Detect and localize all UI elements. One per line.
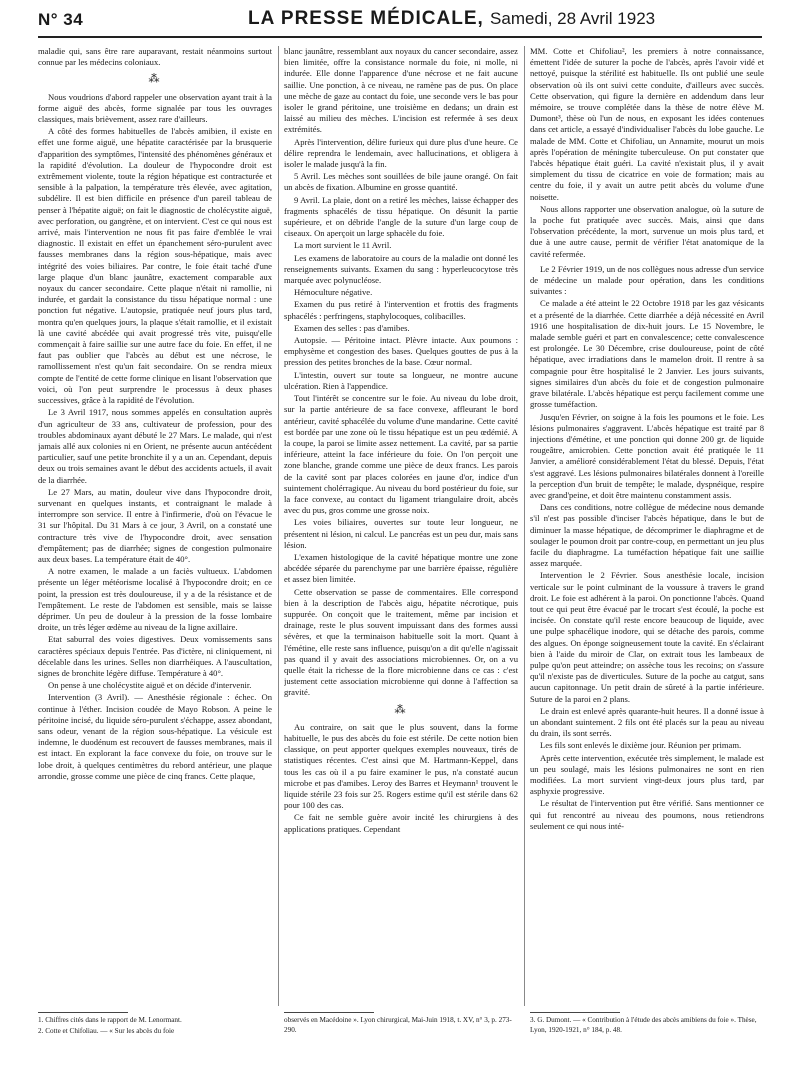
paragraph: Après cette intervention, exécutée très simplement, le malade est un peu soulagé, mais les lésions pulmonaires ne sont en rien modifiées. La mort survient vingt-deux jours plus tard, par asphyxie progressive. xyxy=(530,752,764,797)
paragraph: Les fils sont enlevés le dixième jour. Réunion per primam. xyxy=(540,740,742,751)
paragraph: Etat saburral des voies digestives. Deux vomissements sans caractères spéciaux depuis l'entrée. Pas d'ictère, ni cliniquement, ni décelable dans les urines. Selles non diarrhéiques. A l'auscultation, signes de bronchite légère diffuse. Température à 40°. xyxy=(38,634,272,678)
paragraph: Jusqu'en Février, on soigne à la fois les poumons et le foie. Les lésions pulmonaires s'aggravent. L'abcès hépatique est traité par 8 injections d'émétine, et une ponction qui donne 200 gr. de liquide rougeâtre, amicrobien. Cette ponction avait été pratiquée le 11 Janvier, a amélioré considérablement l'état du blessé. Depuis, l'état s'est aggravé. Les lésions pulmonaires bilatérales donnent à l'oreille la perception d'un bruit de tempête; le malade, dyspnéique, respire avec grand'peine, et doit être maintenu constamment assis. xyxy=(530,411,764,500)
paragraph: Dans ces conditions, notre collègue de médecine nous demande s'il n'est pas possible d'inciser l'abcès hépatique, dans le but de diminuer la masse hépatique, de décomprimer le diaphragme et de soulager le poumon droit par contre-coup, en permettant un jeu plus facile du diaphragme. La tuméfaction hépatique fait une saillie assez marquée. xyxy=(530,502,764,569)
paragraph: A côté des formes habituelles de l'abcès amibien, il existe en effet une forme aiguë, une hépatite caractérisée par la brusquerie d'apparition des symptômes, l'intensité des phénomènes généraux et la rapidité d'évolution. La douleur de l'hypocondre droit est extrêmement violente, toute la région hépatique est contracturée et sensible à la palpation, la température très élevée, avec agitation, subdélire. Il est bien difficile en présence d'un pareil tableau de penser à l'hépatite aiguë; on fait le diagnostic de cholécystite aiguë, avec perforation, ou gangrène, et on intervient. C'est ce qui nous est arrivé, mais l'intervention ne nous fit pas faire d'emblée le vrai diagnostic. Il existait en effet un épanchement séro-purulent avec fausses membranes dans la région sous-hépatique, mais avec intégrité des voies biliaires. Par contre, le foie était taché d'une large plaque d'un blanc jaunâtre, exactement comparable aux noyaux du cancer secondaire. Cette plaque n'était ni ramollie, ni indurée, et gardait la consistance du tissu hépatique normal : une ponction fut négative. L'autopsie, pratiquée neuf jours plus tard, montra qu'en quelques jours, la plaque s'était ramollie, et il existait là une cavité abcédée qui avait progressé très vite, puisqu'elle commençait à faire saillie sur une autre face du foie. En effet, il ne faut pas oublier que l'abcès au début est une nécrose, le ramollissement n'est qu'un fait secondaire. On se rendra mieux compte de l'entité de cette forme clinique en lisant l'observation que voici, où l'on peut surprendre le processus à deux phases successives, grâce à la rapidité de l'évolution. xyxy=(38,126,272,406)
paragraph: MM. Cotte et Chifoliau², les premiers à notre connaissance, émettent l'idée de suturer la poche de l'abcès, après l'avoir vidé et nettoyé, puisque la stérilité est habituelle. Ils ont publié une seule observation où ils ont suivi cette conduite, d'ailleurs avec succès. Cette observation, qui figure la dernière en addendum dans leur mémoire, se trouve complétée dans la thèse de notre élève M. Dumont³, thèse où l'un de nous, en exposant les idées contenues dans cet article, a essayé d'individualiser l'abcès du lobe gauche. Le malade de MM. Cotte et Chifoliau, un Annamite, mourut un mois après l'opération de méningite tuberculeuse. On put constater que l'abcès hépatique était guéri. La cavité n'existait plus, il y avait simplement du tissu de cicatrice en voie de formation; mais au centre du foie, il y avait un autre petit abcès du volume d'une noisette. xyxy=(530,46,764,202)
paragraph: Cette observation se passe de commentaires. Elle correspond bien à la description de l'abcès aigu, hépatite nécrotique, puis suppurée. On conçoit que le traitement, même par incision et drainage, reste le plus souvent impuissant dans des formes aussi sévères, et que la terminaison habituelle soit la mort. Quant à l'émétine, elle reste sans influence, puisqu'on a dit qu'elle n'agissait pas quand il y avait des associations microbiennes. Or, on a vu quelle était la richesse de la flore microbienne dans ce cas : c'est justement cette association microbienne qui donne à l'affection sa gravité. xyxy=(284,586,518,698)
footnote-rule xyxy=(530,1012,620,1013)
paragraph: On pense à une cholécystite aiguë et on décide d'intervenir. xyxy=(48,680,252,691)
paragraph: Intervention (3 Avril). — Anesthésie régionale : échec. On continue à l'éther. Incision coudée de Mayo Robson. A peine le péritoine incisé, du liquide séro-purulent s'échappe, assez abondant, sans odeur, venant de la région sous-hépatique. La vésicule est indemne, le duodénum est recouvert de fausses membranes, mais il est intact. En explorant la face convexe du foie, on trouve sur le lobe droit, à quelques centimètres du rebord antérieur, une plaque arrondie, grosse comme une pièce de cinq francs. Cette plaque, xyxy=(38,692,272,781)
paragraph: Les examens de laboratoire au cours de la maladie ont donné les renseignements suivants. Examen du sang : hyperleucocytose très marquée avec polynucléose. xyxy=(284,252,518,286)
paragraph: Examen des selles : pas d'amibes. xyxy=(294,322,410,333)
issue-number: N° 34 xyxy=(38,10,84,29)
footnote: 2. Cotte et Chifoliau. — « Sur les abcès du foie xyxy=(38,1026,175,1035)
paragraph: L'examen histologique de la cavité hépatique montre une zone abcédée séparée du parenchyme par une barrière épaisse, régulière et assez bien limitée. xyxy=(284,551,518,585)
paragraph: Autopsie. — Péritoine intact. Plèvre intacte. Aux poumons : emphysème et congestion des bases. Quelques gouttes de pus à la pression des petites bronches de la base. Cœur normal. xyxy=(284,335,518,368)
column-divider xyxy=(524,46,525,1006)
paragraph: Tout l'intérêt se concentre sur le foie. Au niveau du lobe droit, sur la partie antérieure de sa face convexe, affleurant le bord antérieur, cavité sphacélée du volume d'une mandarine. Cette cavité est bordée par une zone où le tissu hépatique est un peu œdémié. A la coupe, la paroi se limite assez nettement. La cavité, par sa partie inférieure, atteint la face inférieure du foie. On l'on perçoit une zone blanche, grande comme une pièce de deux francs. Les parois de la cavité sont par places colorées en jaune d'or, indice d'un suintement cholérragique. Au niveau du bord postérieur du foie, sur la face convexe, au contact du ligament triangulaire droit, abcès avec du pus, gros comme une grosse noix. xyxy=(284,393,518,516)
title-text: LA PRESSE MÉDICALE, xyxy=(248,8,484,29)
paragraph: Hémoculture négative. xyxy=(294,287,373,298)
paragraph: Les voies biliaires, ouvertes sur toute leur longueur, ne présentent ni lésion, ni calcul. Le pancréas est un peu dur, mais sans lésion. xyxy=(284,517,518,550)
paragraph: Après l'intervention, délire furieux qui dure plus d'une heure. Ce délire reprendra le lendemain, avec hallucinations, et obligera à isoler le malade jusqu'à la fin. xyxy=(284,136,518,170)
publication-title xyxy=(248,8,655,30)
paragraph: Nous voudrions d'abord rappeler une observation ayant trait à la forme aiguë des abcès, forme signalée par tous les ouvrages classiques, mais brièvement, assez rare d'ailleurs. xyxy=(38,91,272,125)
paragraph: A notre examen, le malade a un faciès vultueux. L'abdomen présente un léger météorisme localisé à l'hypocondre droit; en ce point, la pression est très douloureuse, il y a de la résistance et de l'empâtement. Le reste de l'abdomen est sensible, mais se laisse déprimer. Un peu de douleur à la pression de la fosse lombaire droite, un très léger œdème au niveau de la ligne axillaire. xyxy=(38,566,272,633)
footnote: 3. G. Dumont. — « Contribution à l'étude des abcès amibiens du foie ». Thèse, Lyon, 1920-1921, n° 184, p. 48. xyxy=(530,1016,757,1034)
paragraph: Le 2 Février 1919, un de nos collègues nous adresse d'un service de médecine un malade pour opération, dans les conditions suivantes : xyxy=(530,263,764,297)
paragraph: Ce malade a été atteint le 22 Octobre 1918 par les gaz vésicants et a présenté de la diarrhée. Cette diarrhée a déjà nécessité en Avril 1916 une hospitalisation de dix-huit jours. Le 15 Novembre, le malade semble guéri et part en convalescence; cette convalescence est prolongée. Le 30 Décembre, crise douloureuse, point de côté hépatique, avec irradiations dans le mamelon droit. Il rentre à sa compagnie pour être hospitalisé le 2 Janvier. Les jours suivants, signes similaires d'un abcès du foie et de congestion pulmonaire grave bilatérale. L'abcès hépatique est perçu facilement comme une grosse tuméfaction. xyxy=(530,298,764,410)
footnote-rule xyxy=(284,1012,374,1013)
footnotes-column-1 xyxy=(38,1016,272,1037)
column-divider xyxy=(278,46,279,1006)
footnote-rule xyxy=(38,1012,128,1013)
paragraph: La mort survient le 11 Avril. xyxy=(294,240,392,251)
paragraph: 5 Avril. Les mèches sont souillées de bile jaune orangé. On fait un abcès de fixation. Albumine en grosse quantité. xyxy=(284,171,518,193)
text-column-2 xyxy=(284,46,518,1006)
issue-date: Samedi, 28 Avril 1923 xyxy=(490,9,656,28)
paragraph: Le 27 Mars, au matin, douleur vive dans l'hypocondre droit, survenant en quelques instants, et contraignant le malade à interrompre son service. Il entre à l'infirmerie, d'où on l'évacue le 31 sur l'hôpital. Du 31 Mars à ce jour, 3 Avril, on a constaté une contracture très vive de l'hypocondre droit, avec sensation d'empâtement; pas de diarrhée; signes de congestion pulmonaire aux deux bases. La température était de 40°. xyxy=(38,486,272,564)
footnote: observés en Macédoine ». Lyon chirurgical, Mai-Juin 1918, t. XV, n° 3, p. 273-290. xyxy=(284,1016,512,1034)
paragraph: Le drain est enlevé après quarante-huit heures. Il a donné issue à un abondant suintement. 2 fils ont été placés sur la peau au niveau du drain, ils sont serrés. xyxy=(530,705,764,739)
text-column-3 xyxy=(530,46,764,1006)
asterism-separator: ⁂ xyxy=(394,703,408,716)
page-header xyxy=(38,8,762,36)
paragraph: blanc jaunâtre, ressemblant aux noyaux du cancer secondaire, assez bien limitée, offre la consistance normale du foie, ni molle, ni indurée. Elle donne l'apparence d'une nécrose et ne fait aucune saillie. Une ponction, à ce niveau, ne ramène pas de pus. On place une mèche de gaze au contact du foie, une seconde vers le bas pour isoler le grand péritoine, une troisième en dedans; un drain est laissé au milieu des mèches. L'incision est refermée à ses deux extrémités. xyxy=(284,46,518,135)
asterism-separator: ⁂ xyxy=(148,73,162,86)
paragraph: maladie qui, sans être rare auparavant, restait néanmoins surtout connue par les médecins coloniaux. xyxy=(38,46,272,68)
text-column-1 xyxy=(38,46,272,1006)
header-rule xyxy=(38,36,762,38)
paragraph: Le 3 Avril 1917, nous sommes appelés en consultation auprès d'un agriculteur de 33 ans, cultivateur de profession, pour des troubles abdominaux ayant débuté le 27 Mars. Le malade, qui n'est jamais allé aux colonies ni en Orient, ne présente aucun antécédent particulier, sauf une petite bronchite il y a un an. Cependant, depuis deux ou trois semaines avant le début des accidents actuels, il avait de la diarrhée. xyxy=(38,407,272,485)
paragraph: Le résultat de l'intervention put être vérifié. Sans mentionner ce qui fut rencontré au niveau des poumons, nous retiendrons seulement ce qui nous inté- xyxy=(530,798,764,831)
paragraph: L'intestin, ouvert sur toute sa longueur, ne montre aucune ulcération. Rien à l'appendice. xyxy=(284,369,518,391)
paragraph: 9 Avril. La plaie, dont on a retiré les mèches, laisse échapper des fragments sphacélés de tissu hépatique. On désunit la partie supérieure, et on débride l'angle de la suture d'un large coup de ciseaux. On aperçoit un large sphacèle du foie. xyxy=(284,194,518,239)
paragraph: Examen du pus retiré à l'intervention et frottis des fragments sphacélés : perfringens, staphylocoques, colibacilles. xyxy=(284,299,518,321)
paragraph: Au contraire, on sait que le plus souvent, dans la forme habituelle, le pus des abcès du foie est stérile. De cette notion bien classique, on peut apporter quelques exemples nouveaux, tirés de statistiques récentes. C'est ainsi que M. Hartmann-Keppel, dans tous les cas où il a pu faire examiner le pus, n'a constaté aucun microbe et pas d'amibes. Leroy des Barres et Heymann¹ trouvent le liquide stérile 23 fois sur 25. Rogers estime qu'il est stérile dans 62 pour 100 des cas. xyxy=(284,721,518,811)
paragraph: Intervention le 2 Février. Sous anesthésie locale, incision verticale sur le point culminant de la voussure à travers le grand droit. Le foie est adhérent à la paroi. On ponctionne l'abcès. Quand tout ce qui peut être évacué par le trocart s'est écoulé, la poche est incisée. On constate qu'il reste encore beaucoup de liquide, avec une pulpe sphacélique inodore, qui se détache des parois, comme des algues. On éponge soigneusement toute la cavité. En s'éclairant bien à l'aide du miroir de Clar, on extrait tous les lambeaux de pulpe qu'on peut atteindre; on assèche tous les recoins; on s'assure qu'il n'existe pas de diverticules. Suture de la poche au catgut, sans aucun capitonnage. Un petit drain de sûreté à la partie inférieure. Suture de la paroi en 2 plans. xyxy=(530,570,764,704)
paragraph: Nous allons rapporter une observation analogue, où la suture de la poche fut pratiquée avec succès. Mais, ainsi que dans l'observation précédente, la mort, survenue un mois plus tard, et due à une autre cause, permit de vérifier l'état anatomique de la cavité refermée. xyxy=(530,203,764,259)
footnotes-column-2 xyxy=(284,1016,518,1036)
paragraph: Ce fait ne semble guère avoir incité les chirurgiens à des applications pratiques. Cependant xyxy=(284,812,518,834)
footnotes-column-3 xyxy=(530,1016,764,1036)
footnote: 1. Chiffres cités dans le rapport de M. Lenormant. xyxy=(38,1016,182,1024)
